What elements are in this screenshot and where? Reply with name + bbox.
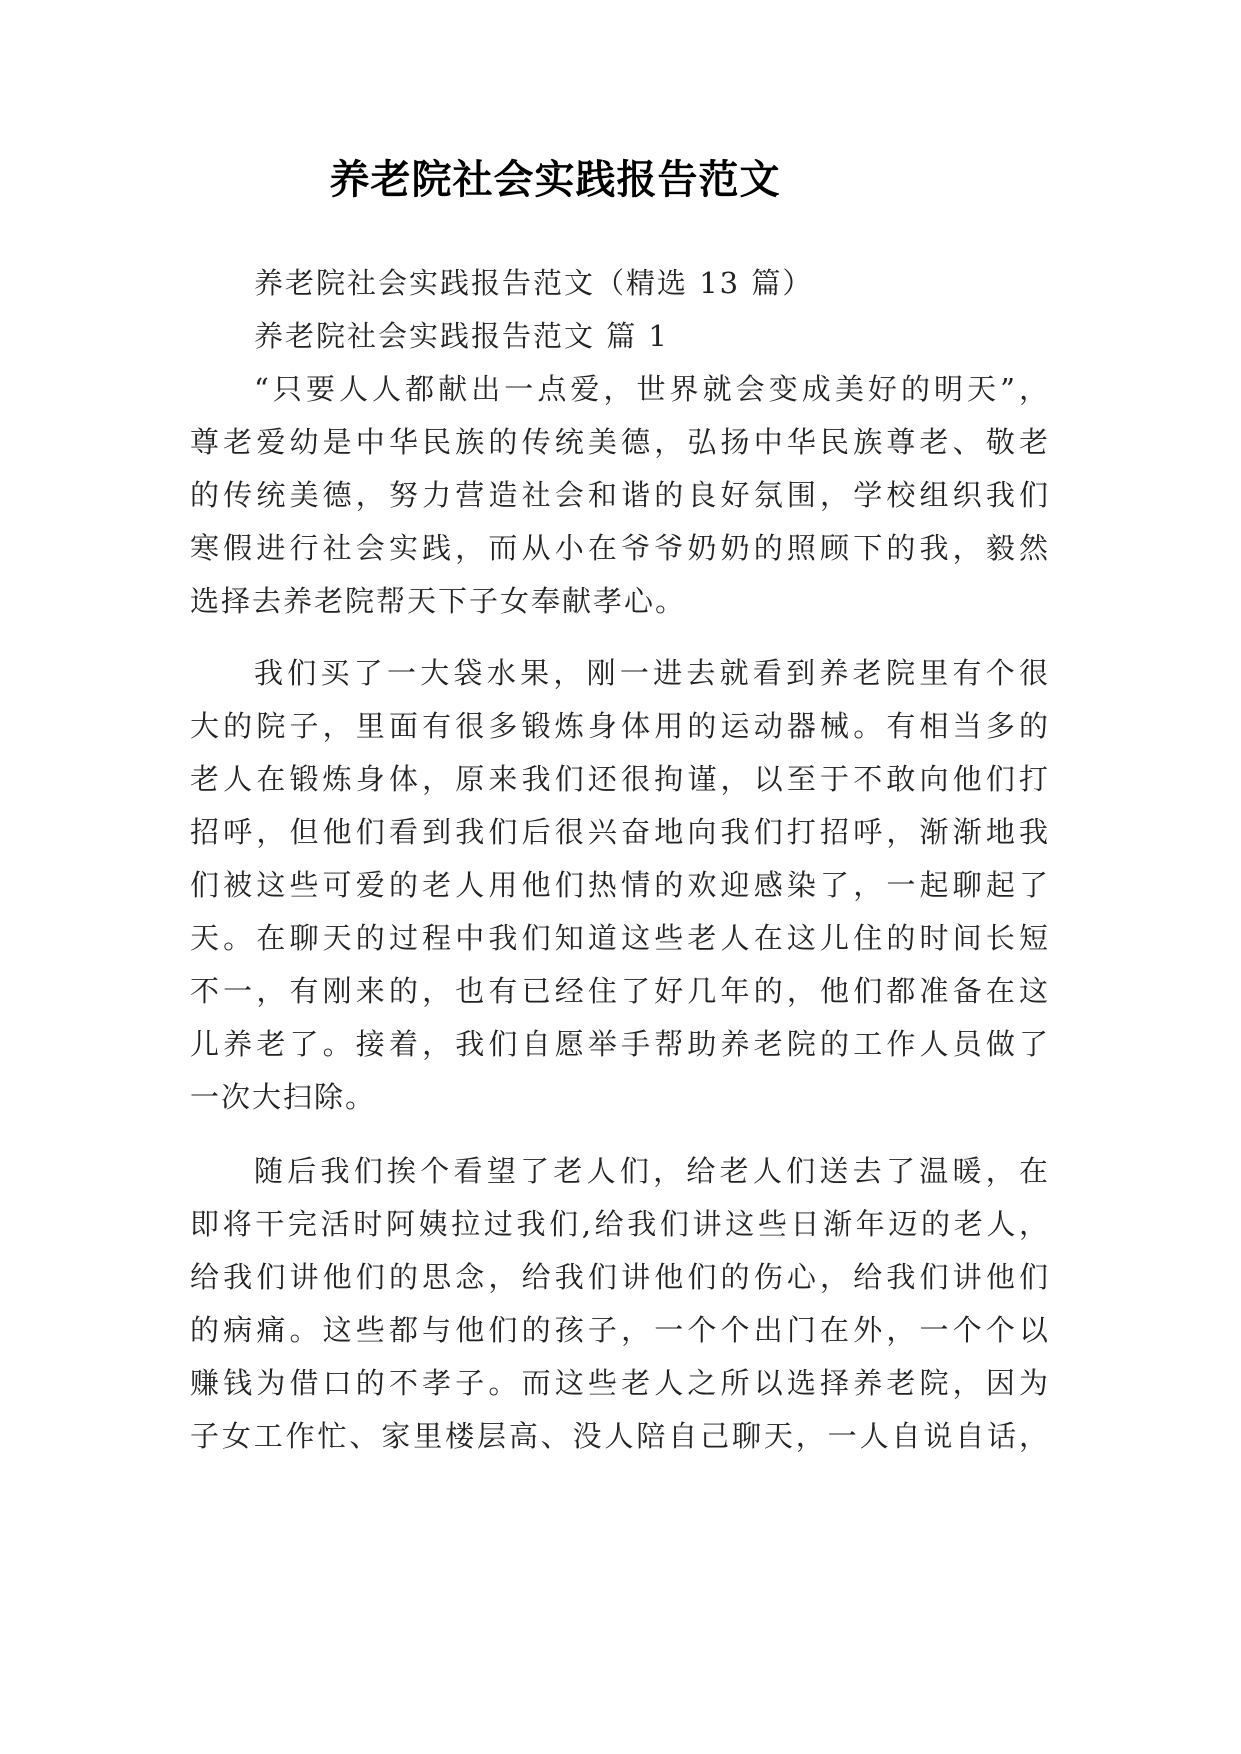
paragraph [190,1145,1050,1463]
paragraph-line: 子女工作忙、家里楼层高、没人陪自己聊天，一人自说自话， [190,1419,1050,1453]
paragraph-line: 老人在锻炼身体，原来我们还很拘谨，以至于不敢向他们打 [190,762,1050,796]
paragraph-line: 们被这些可爱的老人用他们热情的欢迎感染了，一起聊起了 [190,868,1050,902]
paragraph-line: 不一，有刚来的，也有已经住了好几年的，他们都准备在这 [190,974,1050,1008]
paragraph-line: 给我们讲他们的思念，给我们讲他们的伤心，给我们讲他们 [190,1260,1050,1294]
paragraph-line: 的病痛。这些都与他们的孩子，一个个出门在外，一个个以 [190,1313,1050,1347]
paragraph-line: 养老院社会实践报告范文 篇 1 [254,319,669,353]
paragraph-line: 儿养老了。接着，我们自愿举手帮助养老院的工作人员做了 [190,1027,1050,1061]
paragraph-line: 即将干完活时阿姨拉过我们,给我们讲这些日渐年迈的老人， [190,1207,1050,1241]
paragraph [190,257,1050,310]
paragraph-line: 招呼，但他们看到我们后很兴奋地向我们打招呼，渐渐地我 [190,815,1050,849]
paragraph-line: 我们买了一大袋水果，刚一进去就看到养老院里有个很 [254,656,1050,690]
paragraph-line: 一次大扫除。 [190,1080,377,1114]
paragraph-line: 大的院子，里面有很多锻炼身体用的运动器械。有相当多的 [190,709,1050,743]
paragraph [190,647,1050,1124]
paragraph-line: 养老院社会实践报告范文（精选 13 篇） [254,266,814,300]
paragraph [190,363,1050,628]
paragraph-line: 寒假进行社会实践，而从小在爷爷奶奶的照顾下的我，毅然 [190,531,1050,565]
paragraph-line: 随后我们挨个看望了老人们，给老人们送去了温暖，在 [254,1154,1050,1188]
paragraph-line: “只要人人都献出一点爱，世界就会变成美好的明天”， [254,372,1050,406]
paragraph-line: 尊老爱幼是中华民族的传统美德，弘扬中华民族尊老、敬老 [190,425,1050,459]
paragraph-line: 天。在聊天的过程中我们知道这些老人在这儿住的时间长短 [190,921,1050,955]
paragraph-line: 赚钱为借口的不孝子。而这些老人之所以选择养老院，因为 [190,1366,1050,1400]
paragraph-line: 选择去养老院帮天下子女奉献孝心。 [190,584,687,618]
paragraph-line: 的传统美德，努力营造社会和谐的良好氛围，学校组织我们 [190,478,1050,512]
paragraph [190,310,1050,363]
document-title: 养老院社会实践报告范文 [329,156,781,203]
document-body [190,257,1050,1463]
